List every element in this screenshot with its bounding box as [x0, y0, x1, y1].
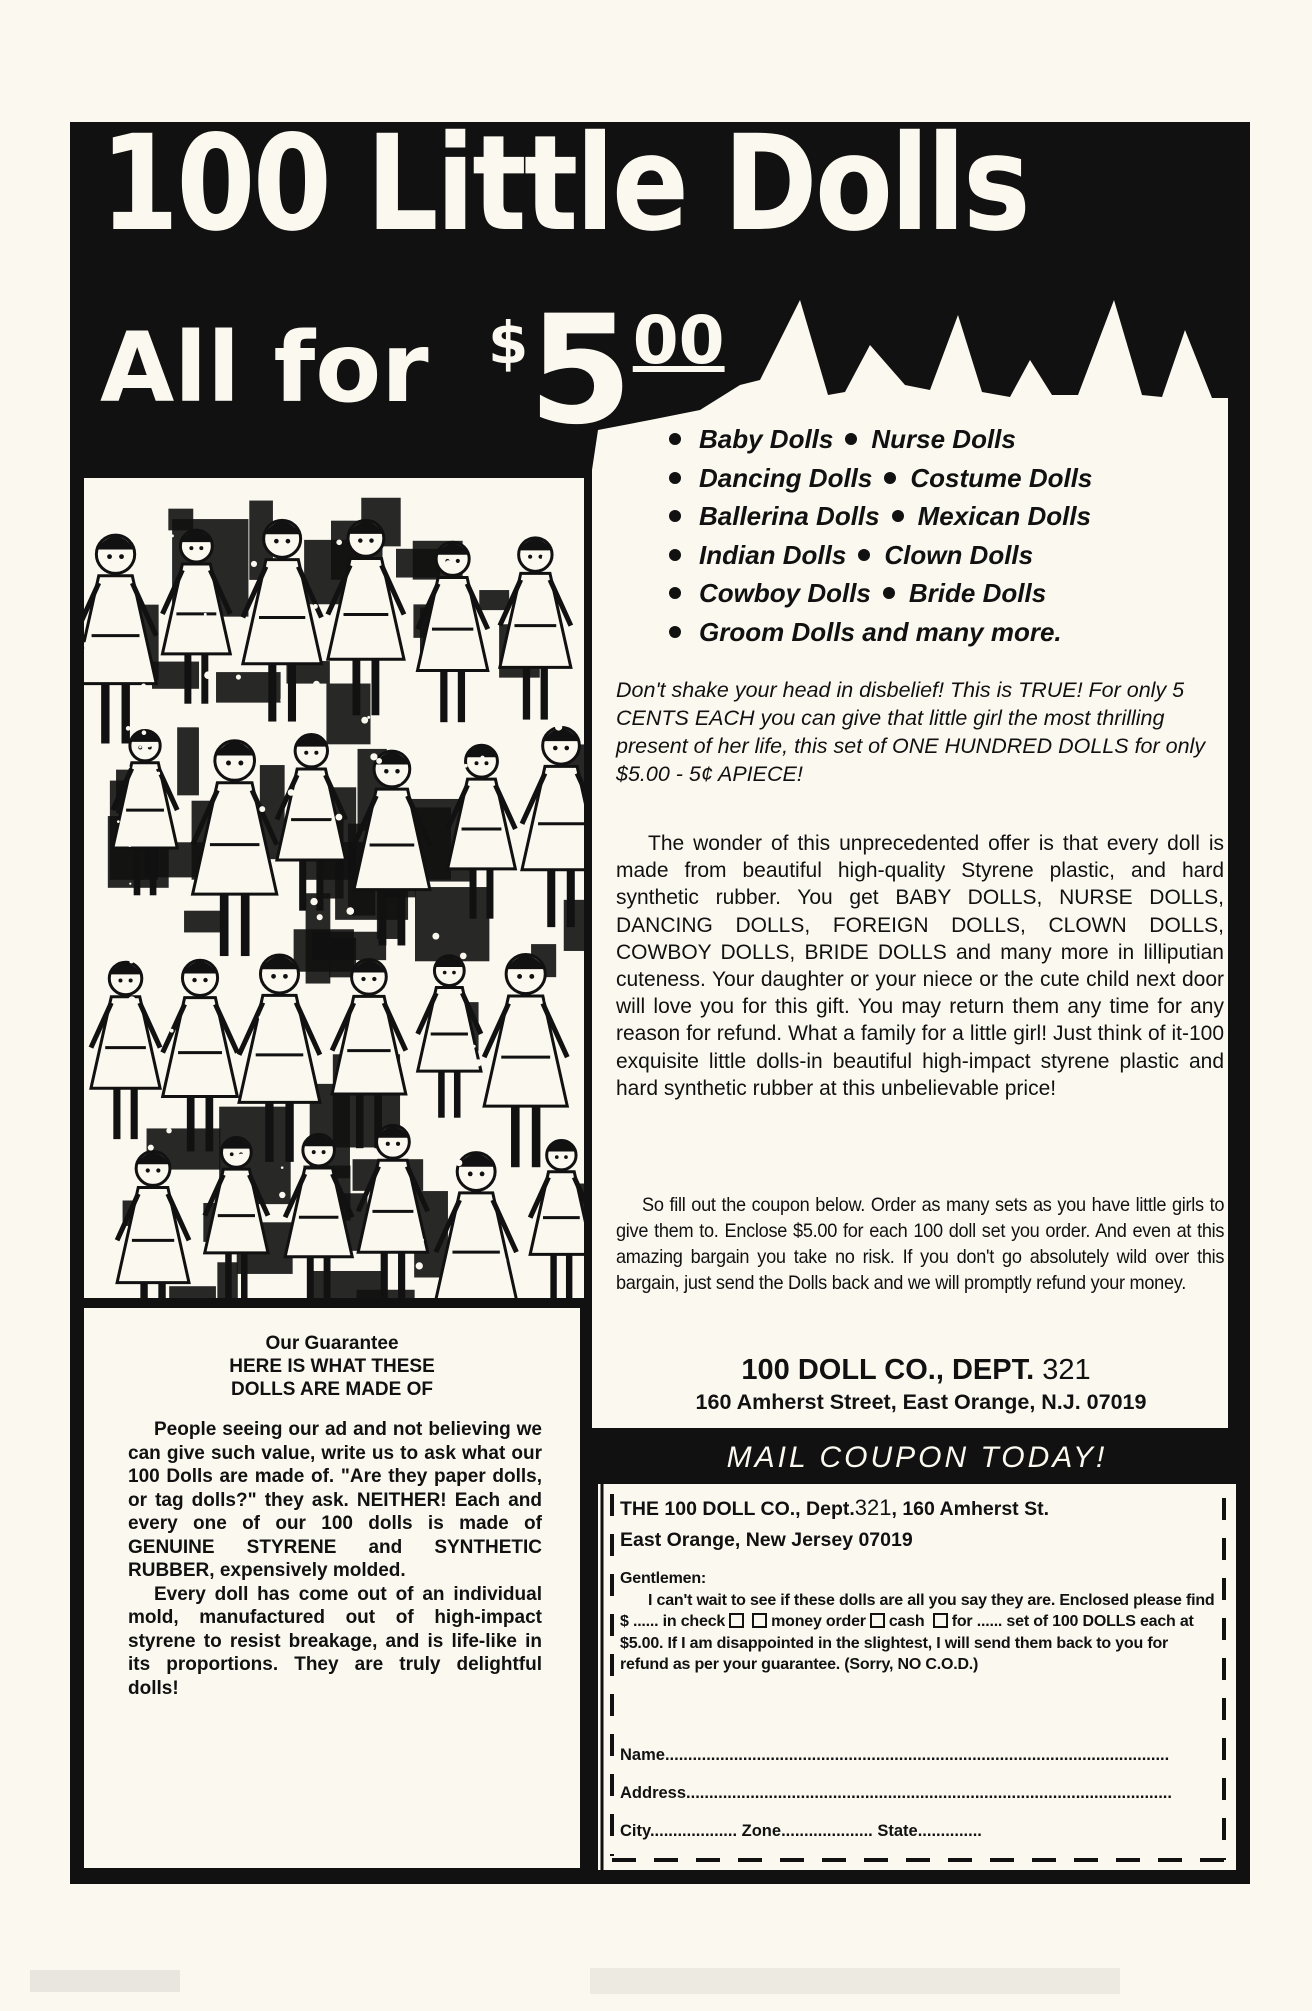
- guarantee-box: [84, 1308, 580, 1868]
- city-zone-state-field[interactable]: City................... Zone.................... State..............: [620, 1822, 982, 1840]
- doll-types-row: Indian Dolls Clown Dolls: [665, 536, 1205, 575]
- money-order-checkbox[interactable]: [752, 1613, 767, 1628]
- guarantee-title: Our Guarantee HERE IS WHAT THESE DOLLS ARE MADE OF: [229, 1333, 435, 1400]
- headline-all-for: All for: [100, 312, 429, 424]
- address-field[interactable]: Address..........................................................................................................: [620, 1784, 1172, 1802]
- doll-types-row: Ballerina Dolls Mexican Dolls: [665, 497, 1205, 536]
- mail-coupon-banner: MAIL COUPON TODAY!: [598, 1432, 1236, 1484]
- intro-text: Don't shake your head in disbelief! This is TRUE! For only 5 CENTS EACH you can give that little girl the most thrilling present of her life, this set of ONE HUNDRED DOLLS for only $5.00 - 5¢ APIECE!: [616, 678, 1206, 786]
- coupon-text: Gentlemen: I can't wait to see if these dolls are all you say they are. Enclosed please find $ ...... in check money order cash for ...... set of 100 DOLLS each at $5.00. If I am disappointed in the slightest, I will send them back to you for refund as per your guarantee. (Sorry, NO C.O.D.): [620, 1568, 1218, 1676]
- name-field[interactable]: Name..............................................................................................................: [620, 1746, 1170, 1764]
- body-text: The wonder of this unprecedented offer is that every doll is made from beautiful high-quality Styrene plastic, and hard synthetic rubber. You get BABY DOLLS, NURSE DOLLS, DANCING DOLLS, FOREIGN DOLLS, CLOWN DOLLS, COWBOY DOLLS, BRIDE DOLLS and many more in lilliputian cuteness. Your daughter or your niece or the cute child next door will love you for this gift. You may return them any time for any reason for refund. What a family for a little girl! Just think of it-100 exquisite little dolls-in beautiful high-impact styrene plastic and hard synthetic rubber at this unbelievable price!: [616, 832, 1224, 1100]
- price-whole: 5: [528, 284, 633, 458]
- check-checkbox[interactable]: [729, 1613, 744, 1628]
- other-checkbox[interactable]: [933, 1613, 948, 1628]
- doll-types-row: Baby Dolls Nurse Dolls: [665, 420, 1205, 459]
- coupon-address: THE 100 DOLL CO., Dept.321, 160 Amherst St. East Orange, New Jersey 07019: [620, 1495, 1049, 1551]
- headline-title: 100 Little Dolls: [100, 107, 1029, 261]
- cash-checkbox[interactable]: [870, 1613, 885, 1628]
- page-smudge: [0, 1960, 1312, 2000]
- order-coupon: [598, 1484, 1236, 1870]
- price-dollar-sign: $: [488, 309, 529, 377]
- doll-types-list: [665, 420, 1205, 651]
- doll-types-row: Dancing Dolls Costume Dolls: [665, 459, 1205, 498]
- price-cents: 00: [632, 302, 725, 379]
- company-name: 100 DOLL CO., DEPT. 321: [741, 1354, 1091, 1386]
- company-dept: 321: [1042, 1354, 1091, 1386]
- dolls-illustration-art: [84, 478, 584, 1298]
- dolls-illustration: [84, 478, 584, 1298]
- order-instructions: So fill out the coupon below. Order as many sets as you have little girls to give them to. Enclose $5.00 for each 100 doll set you order. And even at this amazing bargain you take no risk. If you don't go absolutely wild over this bargain, just send the Dolls back and we will promptly refund your money.: [616, 1194, 1225, 1294]
- coupon-greeting: Gentlemen:: [620, 1570, 707, 1587]
- doll-types-row: Groom Dolls and many more.: [665, 613, 1205, 652]
- doll-types-row: Cowboy Dolls Bride Dolls: [665, 574, 1205, 613]
- company-address: 160 Amherst Street, East Orange, N.J. 07019: [695, 1390, 1147, 1414]
- guarantee-text: People seeing our ad and not believing we can give such value, write us to ask what our 100 Dolls are made of. "Are they paper dolls, or tag dolls?" they ask. NEITHER! Each and every one of our 100 dolls is made of GENUINE STYRENE and SYNTHETIC RUBBER, expensively molded. Every doll has come out of an individual mold, manufactured out of high-impact styrene to resist breakage, and is life-like in its proportions. They are truly delightful dolls!: [128, 1419, 542, 1699]
